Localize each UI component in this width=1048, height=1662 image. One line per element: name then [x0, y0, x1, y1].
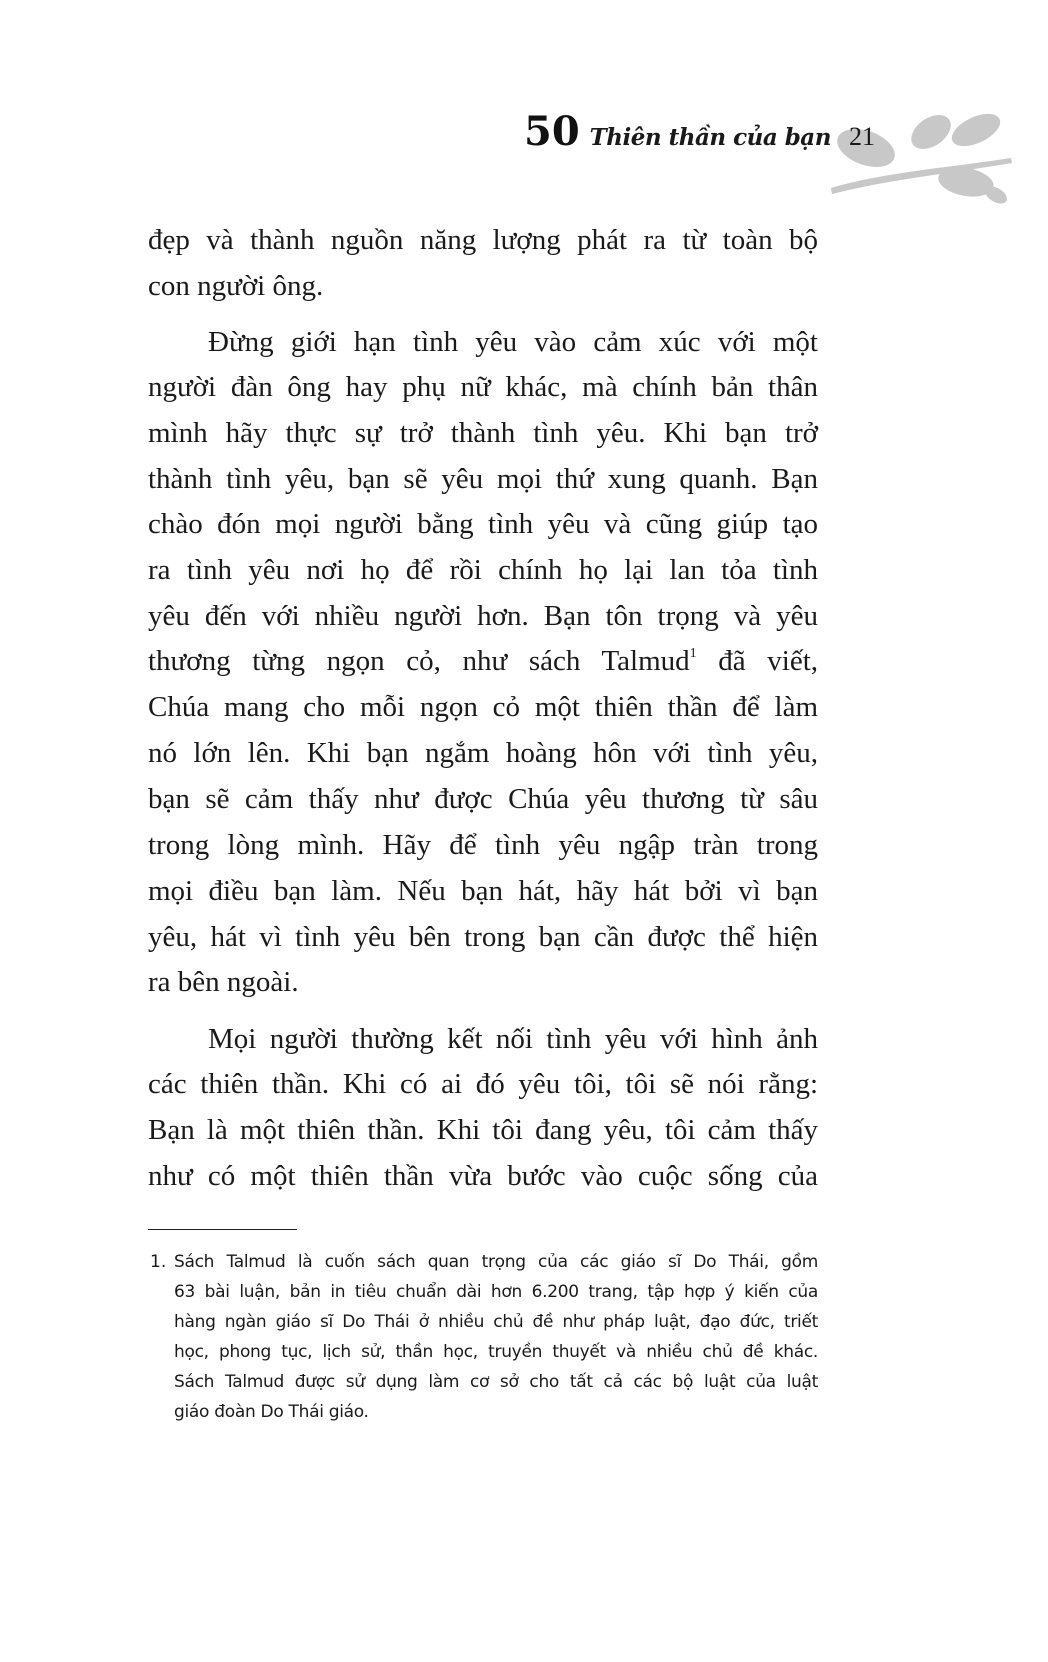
text-line: ra bên ngoài.	[148, 966, 299, 998]
footnote-number: 1.	[150, 1252, 167, 1272]
text-line: mình hãy thực sự trở thành tình yêu. Khi bạn trở	[148, 417, 818, 449]
footnote-line: Sách Talmud được sử dụng làm cơ sở cho tất cả các bộ luật của luật	[174, 1372, 818, 1392]
text-segment: thương từng ngọn cỏ, như sách Talmud	[148, 645, 690, 677]
text-line: thành tình yêu, bạn sẽ yêu mọi thứ xung quanh. Bạn	[148, 463, 818, 495]
text-line: đẹp và thành nguồn năng lượng phát ra từ toàn bộ	[148, 224, 818, 256]
text-line: mọi điều bạn làm. Nếu bạn hát, hãy hát bởi vì bạn	[148, 875, 818, 907]
running-header	[524, 108, 875, 158]
footnote-divider	[148, 1229, 297, 1230]
text-line: chào đón mọi người bằng tình yêu và cũng giúp tạo	[148, 508, 818, 540]
text-line: Bạn là một thiên thần. Khi tôi đang yêu, tôi cảm thấy	[148, 1114, 818, 1146]
footnote-reference[interactable]: 1	[689, 646, 697, 661]
text-line: ra tình yêu nơi họ để rồi chính họ lại lan tỏa tình	[148, 554, 818, 586]
text-line: yêu, hát vì tình yêu bên trong bạn cần được thể hiện	[148, 921, 818, 953]
footnote-line: 63 bài luận, bản in tiêu chuẩn dài hơn 6.200 trang, tập hợp ý kiến của	[174, 1282, 818, 1302]
text-line: người đàn ông hay phụ nữ khác, mà chính bản thân	[148, 371, 818, 403]
footnote-line: giáo đoàn Do Thái giáo.	[174, 1402, 369, 1422]
page-number: 21	[848, 122, 875, 151]
footnote-line: hàng ngàn giáo sĩ Do Thái ở nhiều chủ đề như pháp luật, đạo đức, triết	[174, 1312, 818, 1332]
text-line: nó lớn lên. Khi bạn ngắm hoàng hôn với tình yêu,	[148, 737, 818, 769]
text-line: Mọi người thường kết nối tình yêu với hình ảnh	[208, 1023, 818, 1055]
footnote-line: Sách Talmud là cuốn sách quan trọng của các giáo sĩ Do Thái, gồm	[174, 1252, 818, 1272]
footnote-line: học, phong tục, lịch sử, thần học, truyền thuyết và nhiều chủ đề khác.	[174, 1342, 818, 1362]
text-line: Đừng giới hạn tình yêu vào cảm xúc với một	[208, 326, 818, 358]
text-line	[148, 643, 818, 679]
text-segment: đã viết,	[696, 645, 819, 677]
text-line: yêu đến với nhiều người hơn. Bạn tôn trọng và yêu	[148, 600, 818, 632]
text-line: Chúa mang cho mỗi ngọn cỏ một thiên thần để làm	[148, 691, 818, 723]
book-number: 50	[524, 108, 580, 155]
text-line: các thiên thần. Khi có ai đó yêu tôi, tôi sẽ nói rằng:	[148, 1068, 818, 1100]
book-title: Thiên thần của bạn	[589, 124, 831, 151]
text-line: bạn sẽ cảm thấy như được Chúa yêu thương từ sâu	[148, 783, 818, 815]
text-line: con người ông.	[148, 270, 324, 302]
text-line: trong lòng mình. Hãy để tình yêu ngập tràn trong	[148, 829, 818, 861]
text-line: như có một thiên thần vừa bước vào cuộc sống của	[148, 1160, 818, 1192]
